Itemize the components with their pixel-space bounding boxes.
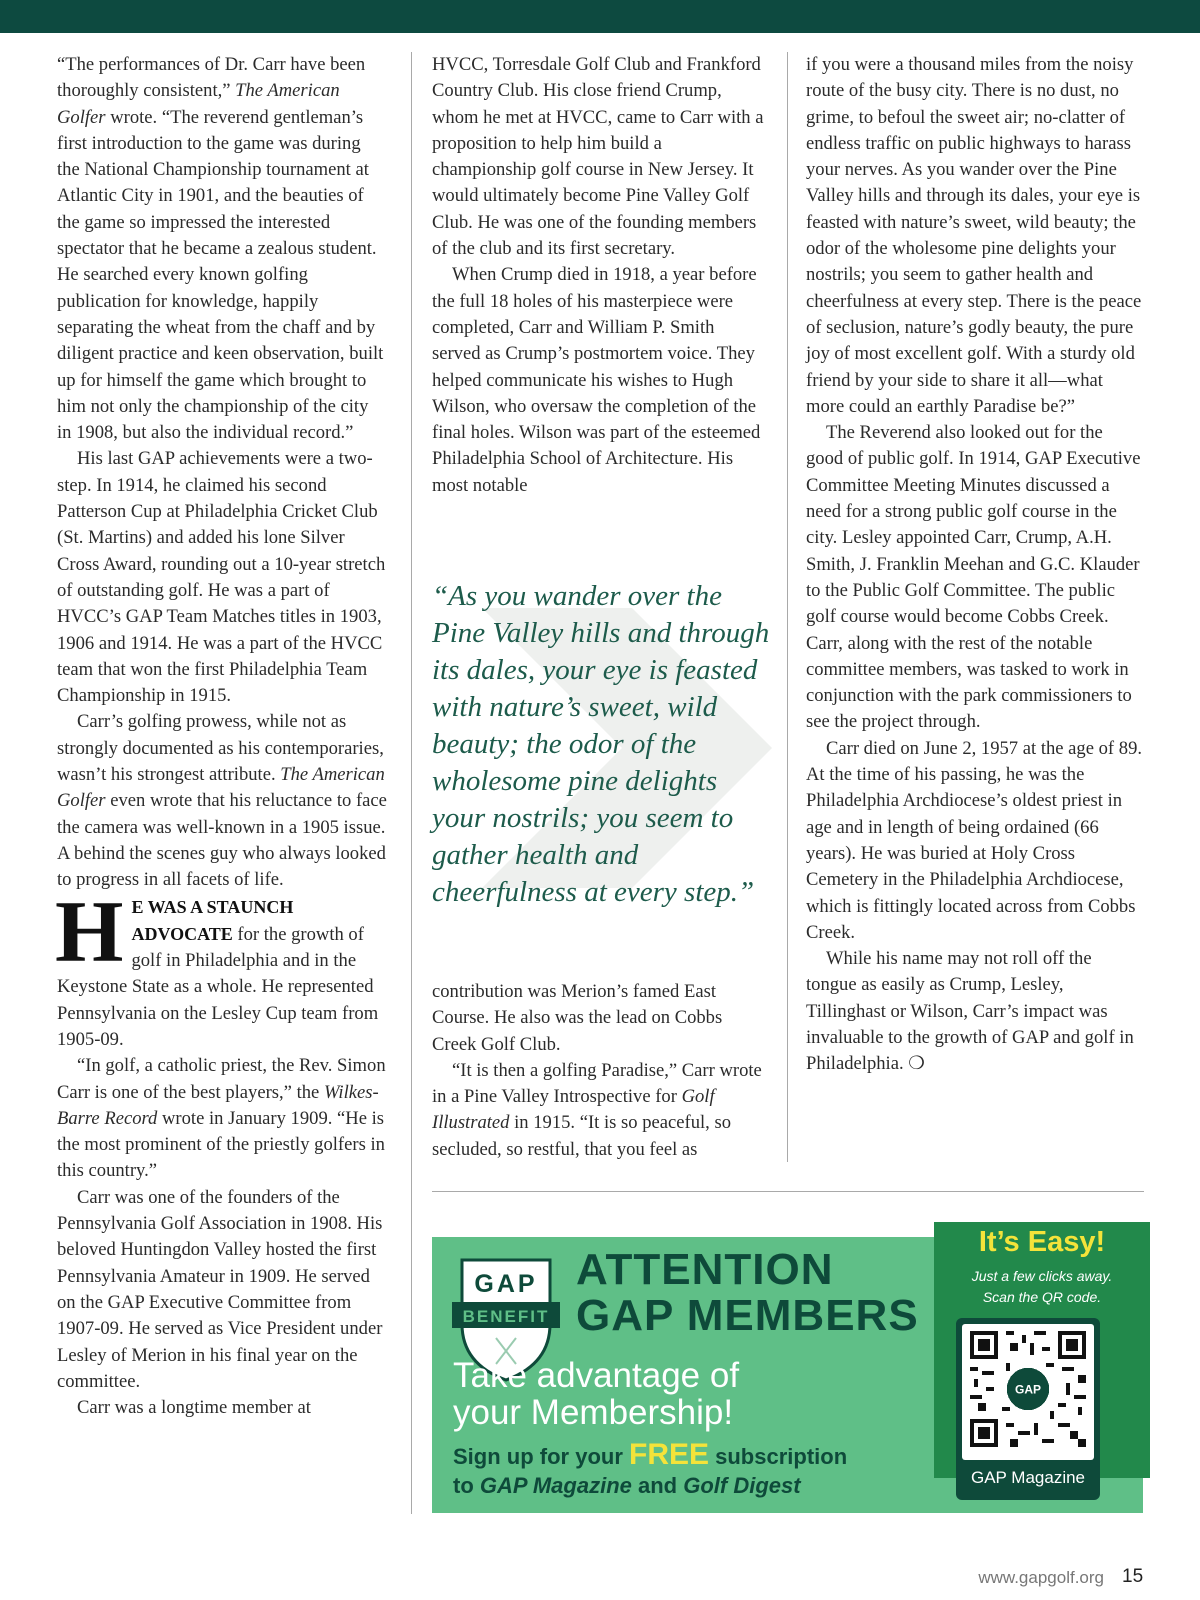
drop-cap: H bbox=[55, 883, 124, 981]
article-column-3 bbox=[806, 52, 1144, 1078]
article-column-1 bbox=[57, 52, 387, 1421]
paragraph: When Crump died in 1918, a year before the full 18 holes of his masterpiece were completed, Carr and William P. Smith served as Crump’s postmortem voice. They helped communicate his wishes to Hugh Wilson, who oversaw the completion of the final holes. Wilson was part of the esteemed Philadelphia School of Architecture. His most notable bbox=[432, 264, 761, 496]
section-divider bbox=[432, 1191, 1144, 1192]
paragraph: While his name may not roll off the tongue as easily as Crump, Lesley, Tillinghast or Wilson, Carr’s impact was invaluable to the growth of GAP and golf in Philadelphia. ❍ bbox=[806, 948, 1134, 1075]
free-highlight: FREE bbox=[629, 1438, 710, 1471]
pull-quote-text: “As you wander over the Pine Valley hills and through its dales, your eye is feasted with nature’s sweet, wild beauty; the odor of the wholesome pine delights your nostrils; you seem to gather health and cheerfulness at every step.” bbox=[432, 580, 770, 908]
pull-quote bbox=[432, 578, 772, 918]
shield-bottom-text: BENEFIT bbox=[462, 1307, 550, 1326]
paragraph-dropcap: H E WAS A STAUNCH ADVOCATE for the growth of golf in Philadelphia and in the Keystone State as a whole. He represented Pennsylvania on the Lesley Cup team from 1905-09. bbox=[55, 883, 379, 1050]
paragraph: HVCC, Torresdale Golf Club and Frankford Country Club. His close friend Crump, whom he met at HVCC, came to Carr with a proposition to help him build a championship golf course in New Jersey. It would ultimately become Pine Valley Golf Club. He was one of the founding members of the club and its first secretary. bbox=[432, 54, 764, 260]
qr-label: GAP Magazine bbox=[970, 1468, 1086, 1487]
article-column-2 bbox=[432, 52, 767, 499]
end-mark-icon: ❍ bbox=[908, 1053, 925, 1075]
paragraph: Carr was a longtime member at bbox=[77, 1397, 311, 1419]
top-brand-bar bbox=[0, 0, 1200, 33]
footer-url[interactable]: www.gapgolf.org bbox=[978, 1568, 1104, 1587]
column-divider bbox=[411, 52, 412, 1514]
ad-signup-text: Sign up for your FREE subscription to GAP Magazine and Golf Digest bbox=[453, 1438, 848, 1498]
paragraph: if you were a thousand miles from the noisy route of the busy city. There is no dust, no grime, to befoul the sweet air; no-clatter of endless traffic on public highways to harass your nerves. As you wander over the Pine Valley hills and through its dales, your eye is feasted with nature’s sweet, wild beauty; the odor of the wholesome pine delights your nostrils; you seem to gather health and cheerfulness at every step. There is the peace of seclusion, nature’s godly beauty, the pure joy of most excellent golf. With a sturdy old friend by your side to share it all—what more could an earthly Paradise be?” bbox=[806, 54, 1142, 417]
lead-in: E WAS A STAUNCH ADVOCATE bbox=[131, 896, 294, 944]
ad-headline: ATTENTION GAP MEMBERS bbox=[576, 1245, 919, 1340]
article-column-2-continued bbox=[432, 979, 767, 1163]
paragraph: “In golf, a catholic priest, the Rev. Simon Carr is one of the best players,” the Wilkes-Barre Record wrote in January 1909. “He is the most prominent of the priestly golfers in this country.” bbox=[57, 1055, 386, 1182]
its-easy-heading: It’s Easy! bbox=[978, 1226, 1106, 1258]
qr-center-text: GAP bbox=[1014, 1382, 1042, 1397]
page-number: 15 bbox=[1122, 1566, 1144, 1587]
paragraph: “The performances of Dr. Carr have been thoroughly consistent,” The American Golfer wrote. “The reverend gentleman’s first introduction to the game was during the National Championship tournament at Atlantic City in 1901, and the beauties of the game so impressed the interested spectator that he became a zealous student. He searched every known golfing publication for knowledge, happily separating the wheat from the chaff and by diligent practice and keen observation, built up for himself the game which brought to him not only the championship of the city in 1908, but also the individual record.” bbox=[57, 54, 384, 444]
its-easy-subtext: Just a few clicks away. Scan the QR code. bbox=[971, 1268, 1113, 1305]
paragraph: Carr’s golfing prowess, while not as strongly documented as his contemporaries, wasn’t his strongest attribute. The American Golfer even wrote that his reluctance to face the camera was well-known in a 1905 issue. A behind the scenes guy who always looked to progress in all facets of life. bbox=[57, 711, 387, 891]
qr-code-icon[interactable] bbox=[970, 1331, 1086, 1447]
paragraph: The Reverend also looked out for the good of public golf. In 1914, GAP Executive Committee Meeting Minutes discussed a need for a strong public golf course in the city. Lesley appointed Carr, Crump, A.H. Smith, J. Franklin Meehan and G.C. Klauder to the Public Golf Committee. The public golf course would become Cobbs Creek. Carr, along with the rest of the notable committee members, was tasked to work in conjunction with the park commissioners to see the project through. bbox=[806, 422, 1141, 733]
ad-subheadline: Take advantage of your Membership! bbox=[453, 1356, 740, 1432]
paragraph: Carr died on June 2, 1957 at the age of 89. At the time of his passing, he was the Philadelphia Archdiocese’s oldest priest in age and in length of being ordained (66 years). He was buried at Holy Cross Cemetery in the Philadelphia Archdiocese, which is fittingly located across from Cobbs Creek. bbox=[806, 737, 1143, 943]
paragraph: “It is then a golfing Paradise,” Carr wrote in a Pine Valley Introspective for Golf Illustrated in 1915. “It is so peaceful, so secluded, so restful, that you feel as bbox=[432, 1059, 762, 1160]
paragraph: contribution was Merion’s famed East Course. He also was the lead on Cobbs Creek Golf Club. bbox=[432, 981, 723, 1055]
paragraph: His last GAP achievements were a two-step. In 1914, he claimed his second Patterson Cup at Philadelphia Cricket Club (St. Martins) and added his lone Silver Cross Award, rounding out a 10-year stretch of outstanding golf. He was a part of HVCC’s GAP Team Matches titles in 1903, 1906 and 1914. He was a part of the HVCC team that won the first Philadelphia Team Championship in 1915. bbox=[57, 448, 386, 707]
column-divider bbox=[787, 52, 788, 1162]
shield-top-text: GAP bbox=[474, 1270, 538, 1298]
paragraph: Carr was one of the founders of the Pennsylvania Golf Association in 1908. His beloved Huntingdon Valley hosted the first Pennsylvania Amateur in 1909. He served on the GAP Executive Committee from 1907-09. He served as Vice President under Lesley of Merion in his final year on the committee. bbox=[57, 1186, 383, 1392]
